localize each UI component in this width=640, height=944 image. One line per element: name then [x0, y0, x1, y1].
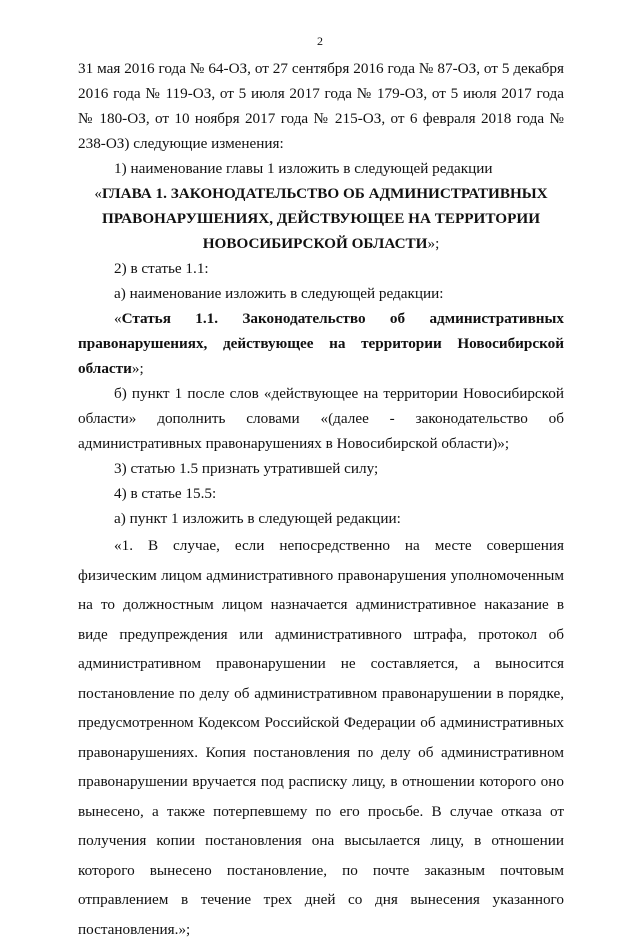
quoted-paragraph: «1. В случае, если непосредственно на месте совершения физическим лицом административного правонарушения уполномоченным на то должностным лицом назначается административное наказание в виде предупреждения или административного штрафа, протокол об административном правонарушении не составляется, а выносится постановление по делу об административном правонарушении в порядке, предусмотренном Кодексом Российской Федерации об административных правонарушениях. Копия постановления по делу об административном правонарушении вручается под расписку лицу, в отношении которого оно вынесено, а также потерпевшему по его просьбе. В случае отказа от получения копии постановления она высылается лицу, в отношении которого вынесено постановление, по почте заказным почтовым отправлением в течение трех дней со дня вынесения указанного постановления.»; [78, 537, 564, 938]
intro-paragraph: 31 мая 2016 года № 64-ОЗ, от 27 сентября 2016 года № 87-ОЗ, от 5 декабря 2016 года № 119-ОЗ, от 5 июля 2017 года № 179-ОЗ, от 5 июля 2017 года № 180-ОЗ, от 10 ноября 2017 года № 215-ОЗ, от 6 февраля 2018 года № 238-ОЗ) следующие изменения: [78, 60, 564, 152]
article-open-quote: « [114, 310, 122, 327]
article-title: Статья 1.1. Законодательство об административных правонарушениях, действующее на территории Новосибирской области [78, 310, 564, 377]
chapter-title: ГЛАВА 1. ЗАКОНОДАТЕЛЬСТВО ОБ АДМИНИСТРАТИВНЫХ ПРАВОНАРУШЕНИЯХ, ДЕЙСТВУЮЩЕЕ НА ТЕРРИТОРИИ НОВОСИБИРСКОЙ ОБЛАСТИ [101, 185, 548, 252]
article-close-quote: »; [131, 360, 144, 377]
item-4: 4) в статье 15.5: [114, 485, 217, 502]
item-4a: а) пункт 1 изложить в следующей редакции: [114, 510, 401, 527]
item-2b: б) пункт 1 после слов «действующее на территории Новосибирской области» дополнить словами «(далее - законодательство об административных правонарушениях в Новосибирской области)»; [78, 385, 564, 452]
chapter-heading [78, 181, 564, 256]
item-2: 2) в статье 1.1: [114, 260, 209, 277]
quoted-text-block [78, 531, 564, 944]
item-2a: а) наименование изложить в следующей редакции: [114, 285, 444, 302]
item-3: 3) статью 1.5 признать утратившей силу; [114, 460, 379, 477]
document-body [78, 56, 564, 944]
chapter-close-quote: »; [427, 235, 440, 252]
article-heading [78, 306, 564, 381]
item-1: 1) наименование главы 1 изложить в следующей редакции [114, 160, 493, 177]
page-number: 2 [317, 34, 323, 48]
chapter-open-quote: « [94, 185, 102, 202]
